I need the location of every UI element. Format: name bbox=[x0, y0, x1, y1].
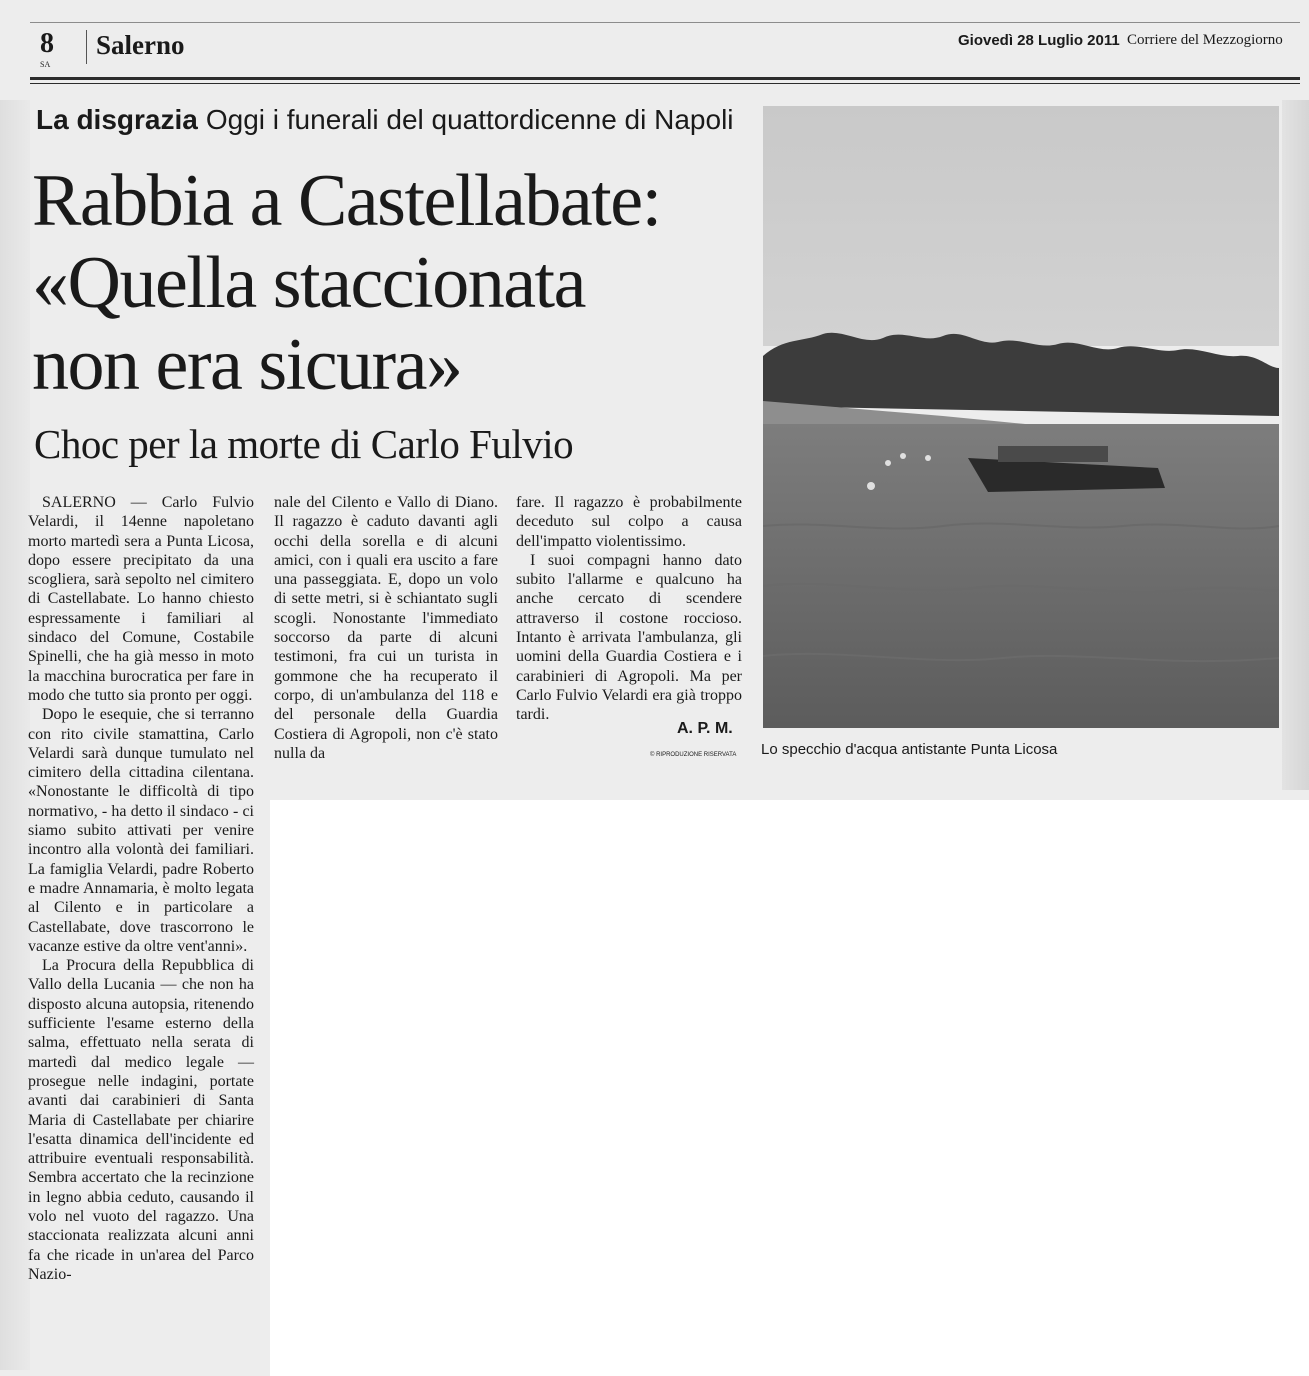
kicker-text: Oggi i funerali del quattordicenne di Napoli bbox=[205, 104, 734, 135]
headline-line: «Quella staccionata bbox=[32, 242, 585, 324]
photo-buoy bbox=[925, 455, 931, 461]
headline bbox=[32, 160, 762, 406]
bleed-through-right bbox=[1282, 100, 1309, 790]
article-column-1 bbox=[28, 493, 254, 1284]
headline-line: non era sicura» bbox=[32, 324, 462, 406]
paragraph: nale del Cilento e Vallo di Diano. Il ragazzo è caduto davanti agli occhi della sorella e di alcuni amici, con i quali era uscito a fare una passeggiata. E, dopo un volo di sette metri, si è schiantato sugli scogli. Nonostante l'immediato soccorso da parte di alcuni testimoni, fra cui un turista in gommone che ha recuperato il corpo, di un'ambulanza del 118 e del personale della Guardia Costiera di Agropoli, non c'è stato nulla da bbox=[274, 494, 498, 762]
header-divider bbox=[86, 30, 87, 64]
header-rule-thin bbox=[30, 83, 1300, 84]
newspaper-name: Corriere del Mezzogiorno bbox=[1127, 32, 1283, 48]
paragraph: fare. Il ragazzo è probabilmente deceduto sul colpo a causa dell'impatto violentissimo. bbox=[516, 494, 742, 550]
photo-caption: Lo specchio d'acqua antistante Punta Licosa bbox=[761, 741, 1058, 758]
photo-buoy bbox=[867, 482, 875, 490]
photo-buoy bbox=[885, 460, 891, 466]
section-title: Salerno bbox=[96, 30, 185, 60]
rights-notice: © RIPRODUZIONE RISERVATA bbox=[650, 752, 737, 758]
paragraph: Dopo le esequie, che si terranno con rito civile stamattina, Carlo Velardi sarà dunque tumulato nel cimitero della cittadina cilentana. «Nonostante le difficoltà di tipo normativo, - ha detto il sindaco - ci siamo subito attivati per venire incontro alla volontà dei familiari. La famiglia Velardi, padre Roberto e madre Annamaria, è molto legata al Cilento e in particolare a Castellabate, dove trascorrono le vacanze estive da oltre vent'anni». bbox=[28, 706, 254, 955]
headline-line: Rabbia a Castellabate: bbox=[32, 160, 661, 242]
paragraph: La Procura della Repubblica di Vallo della Lucania — che non ha disposto alcuna autopsia, ritenendo sufficiente l'esame esterno della salma, effettuato nella serata di martedì dal medico legale — prosegue nelle indagini, portate avanti dai carabinieri di Santa Maria di Castellabate per chiarire l'esatta dinamica dell'incidente ed attribuire eventuali responsabilità. Sembra accertato che la recinzione in legno abbia ceduto, causando il volo nel vuoto del ragazzo. Una staccionata realizzata alcuni anni fa che ricade in un'area del Parco Nazio- bbox=[28, 957, 254, 1283]
issue-date: Giovedì 28 Luglio 2011 bbox=[958, 32, 1120, 49]
subheadline: Choc per la morte di Carlo Fulvio bbox=[34, 421, 574, 467]
article-column-3 bbox=[516, 493, 742, 725]
paragraph: I suoi compagni hanno dato subito l'allarme e qualcuno ha anche cercato di scendere attraverso il costone roccioso. Intanto è arrivata l'ambulanza, gli uomini della Guardia Costiera e i carabinieri di Agropoli. Ma per Carlo Fulvio Velardi era già troppo tardi. bbox=[516, 551, 742, 724]
bleed-through-left bbox=[0, 100, 30, 1370]
edition-code: SA bbox=[40, 60, 51, 69]
page-number: 8 bbox=[40, 28, 54, 59]
paragraph: SALERNO — Carlo Fulvio Velardi, il 14enne napoletano morto martedì sera a Punta Licosa, dopo essere precipitato da una scogliera, sarà sepolto nel cimitero di Castellabate. Lo hanno chiesto espressamente i familiari al sindaco del Comune, Costabile Spinelli, che ha già messo in moto la macchina burocratica per fare in modo che tutto sia pronto per oggi. bbox=[28, 494, 254, 704]
article-photo bbox=[763, 106, 1279, 728]
byline: A. P. M. bbox=[677, 720, 733, 737]
photo-buoy bbox=[900, 453, 906, 459]
photo-sky bbox=[763, 106, 1279, 346]
header-rule-thick bbox=[30, 77, 1300, 80]
kicker bbox=[36, 104, 734, 136]
kicker-label: La disgrazia bbox=[36, 104, 198, 135]
article-column-2 bbox=[274, 493, 498, 763]
top-rule bbox=[30, 22, 1300, 23]
photo-boat-deck bbox=[998, 446, 1108, 462]
